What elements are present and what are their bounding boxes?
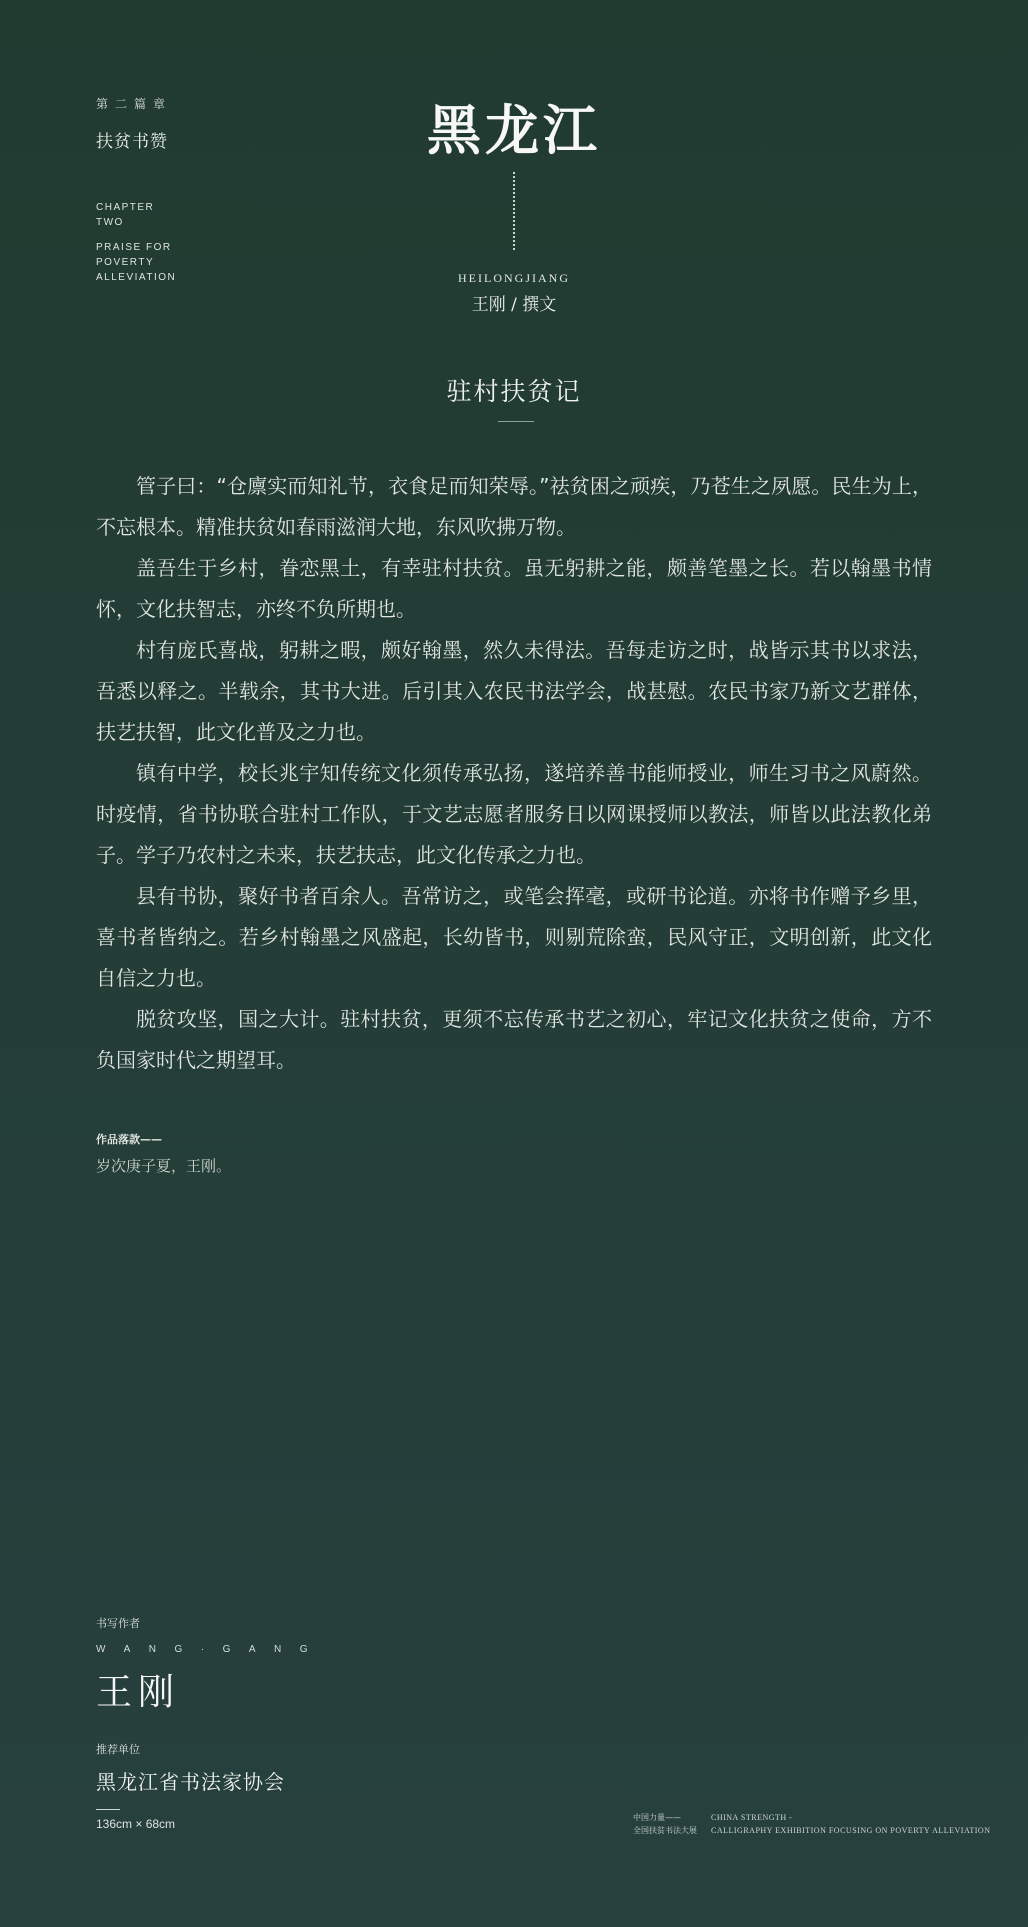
chapter-en-line: ALLEVIATION bbox=[96, 272, 177, 283]
size-divider bbox=[96, 1809, 120, 1810]
writer-label: 书写作者 bbox=[96, 1617, 140, 1630]
inscription-text: 岁次庚子夏，王刚。 bbox=[96, 1157, 232, 1175]
essay-paragraph: 县有书协，聚好书者百余人。吾常访之，或笔会挥毫，或研书论道。亦将书作赠予乡里，喜书者皆纳之。若乡村翰墨之风盛起，长幼皆书，则剔荒除蛮，民风守正，文明创新，此文化自信之力也。 bbox=[96, 884, 932, 990]
writer-name-en: WANG·GANG bbox=[96, 1644, 327, 1655]
title-divider bbox=[498, 421, 534, 422]
chapter-title: 扶贫书赞 bbox=[96, 132, 168, 152]
essay-paragraph: 脱贫攻坚，国之大计。驻村扶贫，更须不忘传承书艺之初心，牢记文化扶贫之使命，方不负国家时代之期望耳。 bbox=[96, 1007, 932, 1072]
author-byline: 王刚 / 撰文 bbox=[471, 295, 557, 315]
essay-body bbox=[96, 466, 932, 1081]
footer-cn-line: 全国扶贫书法大展 bbox=[633, 1826, 697, 1835]
essay-paragraph: 村有庞氏喜战，躬耕之暇，颇好翰墨，然久未得法。吾每走访之时，战皆示其书以求法，吾悉以释之。半载余，其书大进。后引其入农民书法学会，战甚慰。农民书家乃新文艺群体，扶艺扶智，此文化普及之力也。 bbox=[96, 638, 932, 744]
province-title: 黑龙江 bbox=[427, 98, 601, 162]
chapter-en-line: TWO bbox=[96, 217, 124, 228]
footer-cn bbox=[633, 1811, 697, 1837]
footer-en-line: CHINA STRENGTH - bbox=[711, 1813, 793, 1822]
essay-paragraph: 镇有中学，校长兆宇知传统文化须传承弘扬，遂培养善书能师授业，师生习书之风蔚然。时疫情，省书协联合驻村工作队，于文艺志愿者服务日以网课授师以教法，师皆以此法教化弟子。学子乃农村之未来，扶艺扶志，此文化传承之力也。 bbox=[96, 761, 932, 867]
writer-name: 王刚 bbox=[96, 1672, 181, 1713]
dotted-divider bbox=[513, 172, 515, 250]
essay-paragraph: 盖吾生于乡村，眷恋黑土，有幸驻村扶贫。虽无躬耕之能，颇善笔墨之长。若以翰墨书情怀，文化扶智志，亦终不负所期也。 bbox=[96, 556, 932, 621]
chapter-en-line: CHAPTER bbox=[96, 202, 155, 213]
chapter-en-label bbox=[96, 200, 154, 230]
province-en: HEILONGJIANG bbox=[458, 271, 570, 285]
footer-cn-line: 中国力量—— bbox=[633, 1813, 681, 1822]
essay-title: 驻村扶贫记 bbox=[446, 377, 582, 406]
chapter-en-line: POVERTY bbox=[96, 257, 155, 268]
chapter-en-line: PRAISE FOR bbox=[96, 242, 172, 253]
footer-en-line: CALLIGRAPHY EXHIBITION FOCUSING ON POVERTY ALLEVIATION bbox=[711, 1826, 991, 1835]
organization-name: 黑龙江省书法家协会 bbox=[96, 1770, 285, 1794]
organization-label: 推荐单位 bbox=[96, 1743, 140, 1756]
artwork-size: 136cm × 68cm bbox=[96, 1817, 176, 1831]
footer-en bbox=[711, 1811, 990, 1837]
chapter-number: 第二篇章 bbox=[96, 97, 173, 111]
inscription-label: 作品落款—— bbox=[96, 1133, 162, 1146]
essay-paragraph: 管子曰：“仓廪实而知礼节，衣食足而知荣辱。”祛贫困之顽疾，乃苍生之夙愿。民生为上，不忘根本。精准扶贫如春雨滋润大地，东风吹拂万物。 bbox=[96, 474, 932, 539]
